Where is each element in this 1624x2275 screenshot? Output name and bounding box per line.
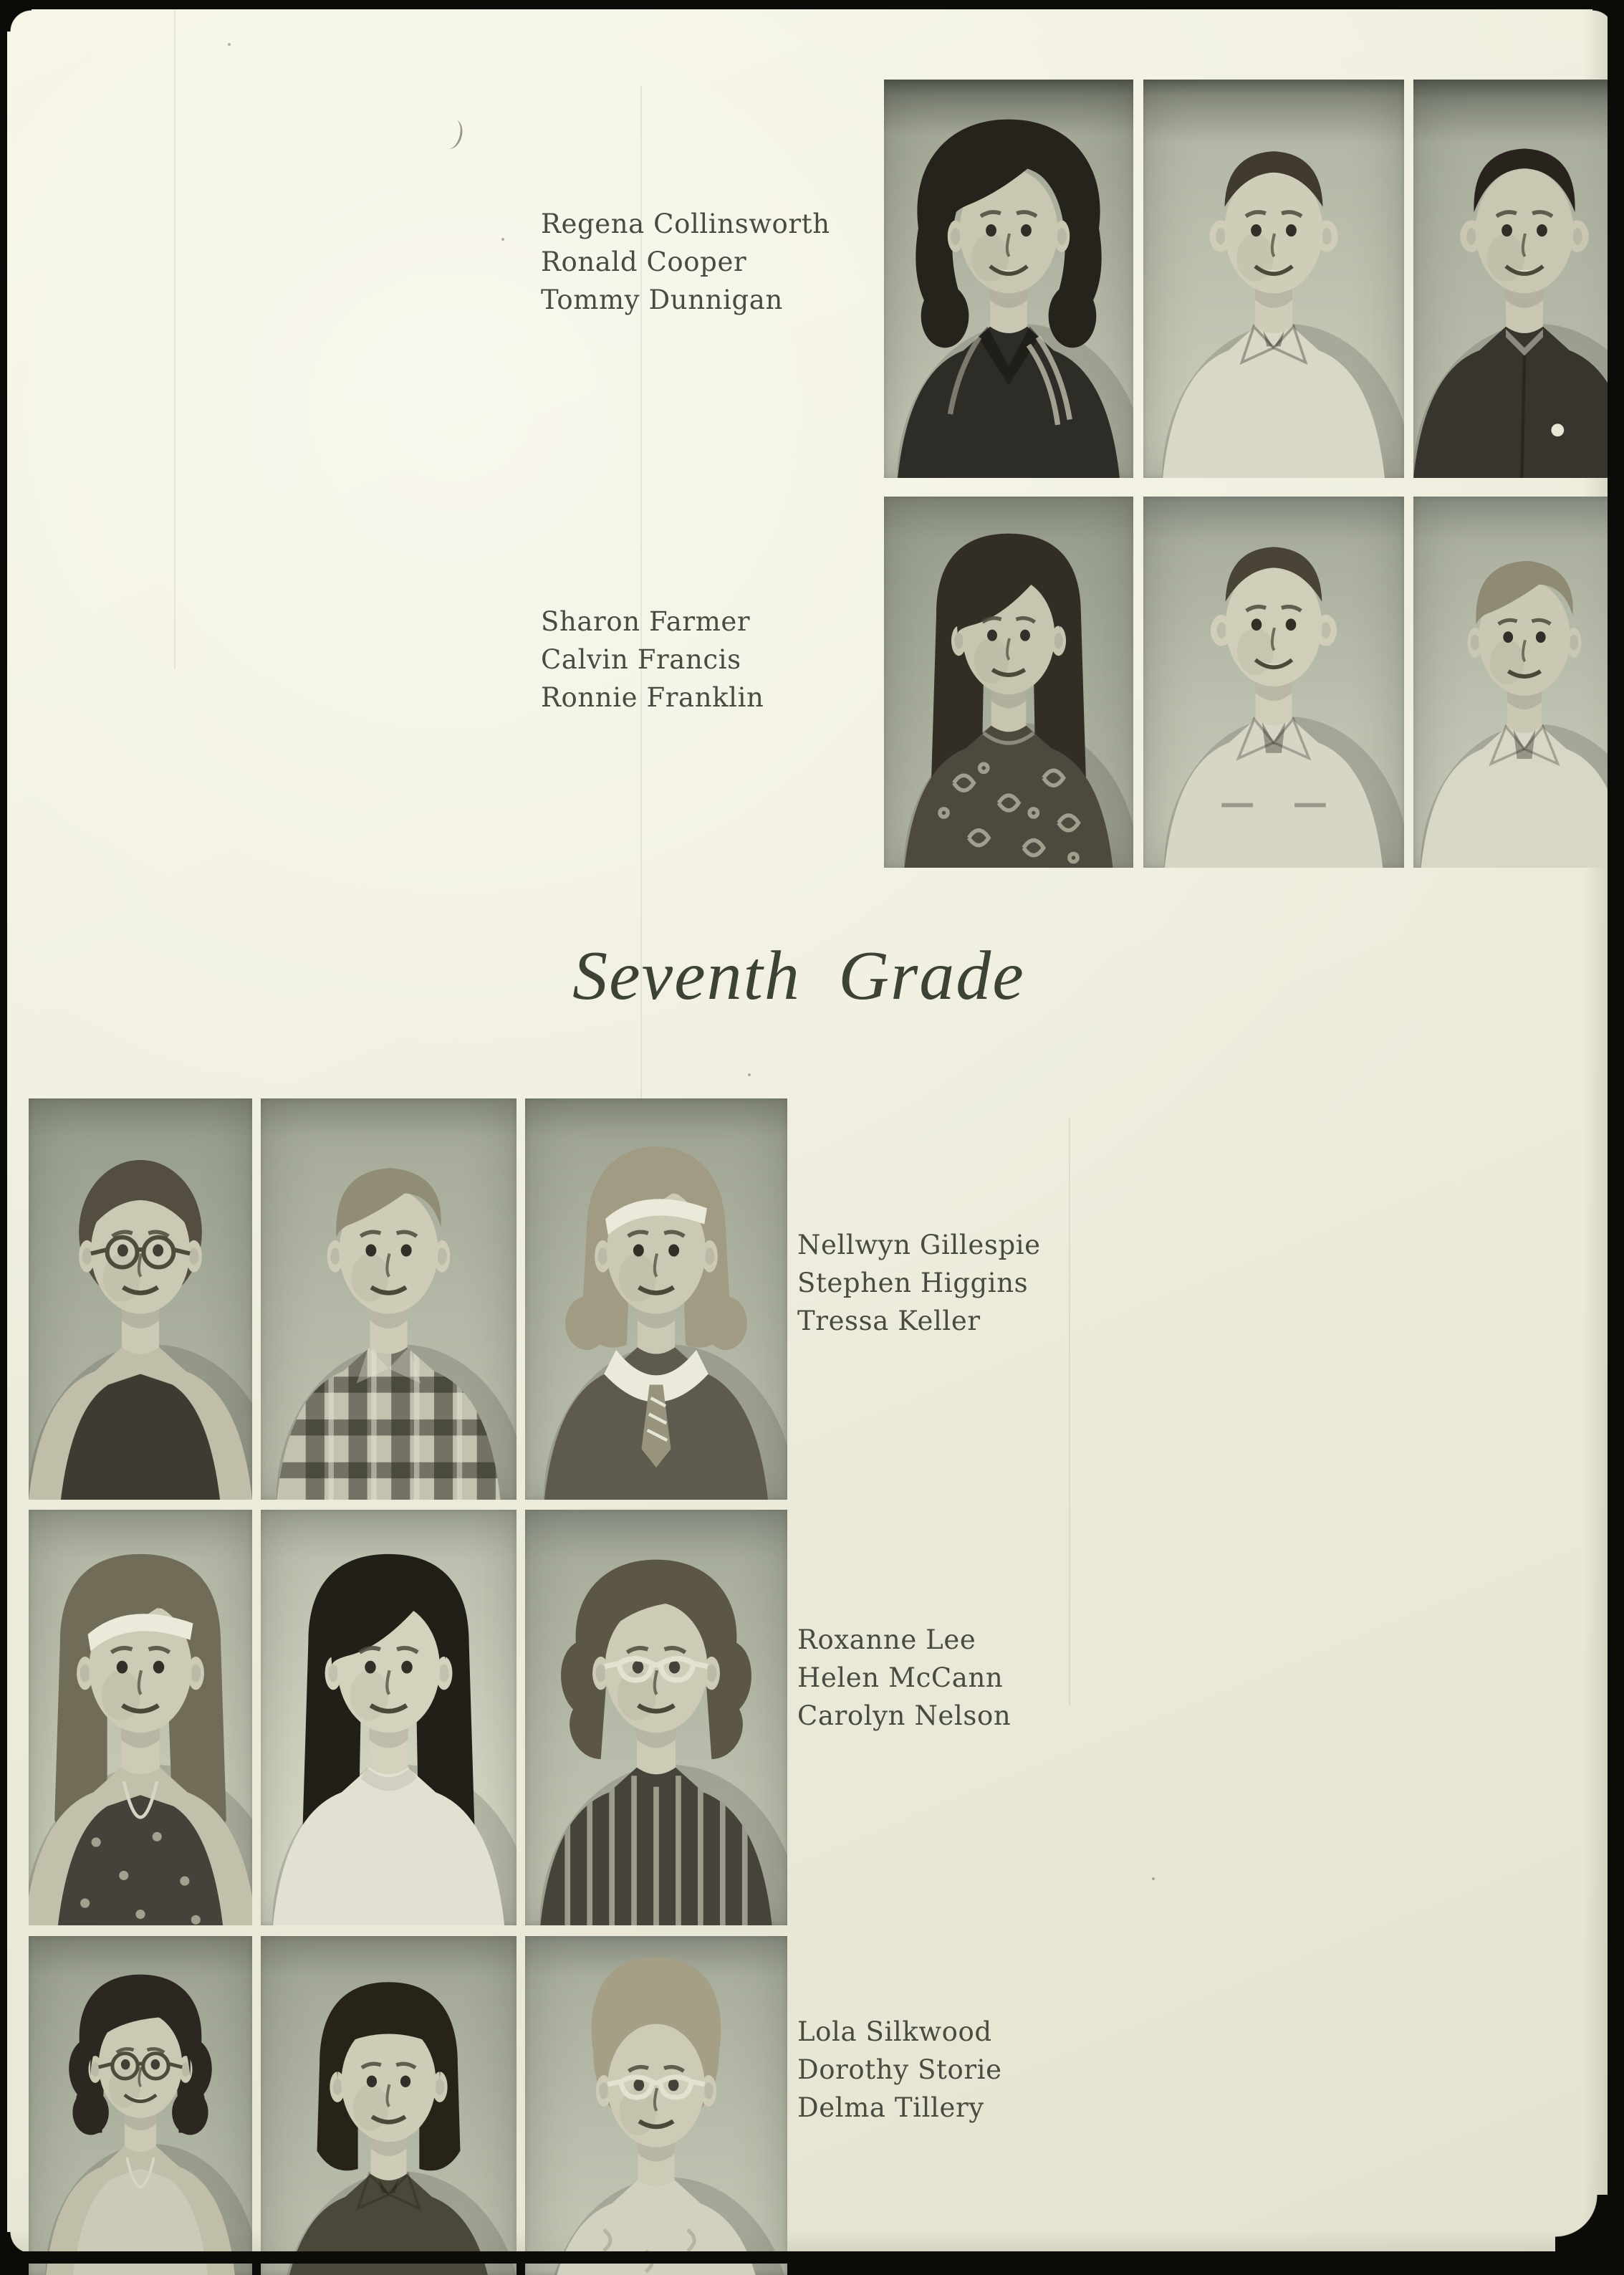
student-name: Regena Collinsworth [541,209,830,239]
student-name: Nellwyn Gillespie [797,1230,1041,1260]
student-name: Delma Tillery [797,2092,984,2123]
scan-corner [1555,2195,1624,2264]
name-group-3 [797,1226,1041,1340]
student-name: Lola Silkwood [797,2016,992,2047]
dust-speck [228,43,231,46]
student-name: Ronnie Franklin [541,682,764,713]
scan-edge-right [1608,0,1624,2264]
portrait-photo [29,1098,252,1500]
portrait-photo [261,1510,516,1925]
portrait-photo [29,1936,252,2275]
scan-corner [0,0,32,32]
student-name: Helen McCann [797,1662,1004,1693]
scan-corner [1592,0,1624,32]
student-name: Calvin Francis [541,644,741,675]
portrait-photo [1413,497,1624,868]
scan-corner [0,2232,32,2264]
student-name: Tommy Dunnigan [541,284,783,315]
portrait-photo [884,497,1133,868]
name-group-1 [541,205,830,319]
dust-speck [501,238,504,241]
portrait-photo [525,1510,787,1925]
name-group-2 [541,603,764,717]
scan-line [1069,1118,1070,1705]
portrait-photo [261,1098,516,1500]
portrait-photo [261,1936,516,2275]
student-name: Carolyn Nelson [797,1700,1012,1731]
student-name: Roxanne Lee [797,1624,976,1655]
portrait-photo [1413,80,1624,478]
student-name: Tressa Keller [797,1306,981,1336]
scan-edge-top [0,0,1624,9]
portrait-photo [29,1510,252,1925]
portrait-photo [525,1936,787,2275]
scan-edge-left [0,0,7,2264]
page-title: Seventh Grade [572,937,1025,1015]
scan-edge-bottom [0,2251,1624,2264]
portrait-photo [1143,80,1404,478]
student-name: Sharon Farmer [541,606,751,637]
student-name: Dorothy Storie [797,2054,1002,2085]
name-group-4 [797,1621,1011,1735]
dust-speck [1152,1877,1155,1880]
dust-speck [748,1073,751,1076]
name-group-5 [797,2013,1002,2127]
scan-scratch-mark [438,117,465,151]
student-name: Ronald Cooper [541,246,747,277]
portrait-photo [525,1098,787,1500]
portrait-photo [884,80,1133,478]
student-name: Stephen Higgins [797,1268,1029,1298]
portrait-photo [1143,497,1404,868]
scan-line [174,10,176,669]
